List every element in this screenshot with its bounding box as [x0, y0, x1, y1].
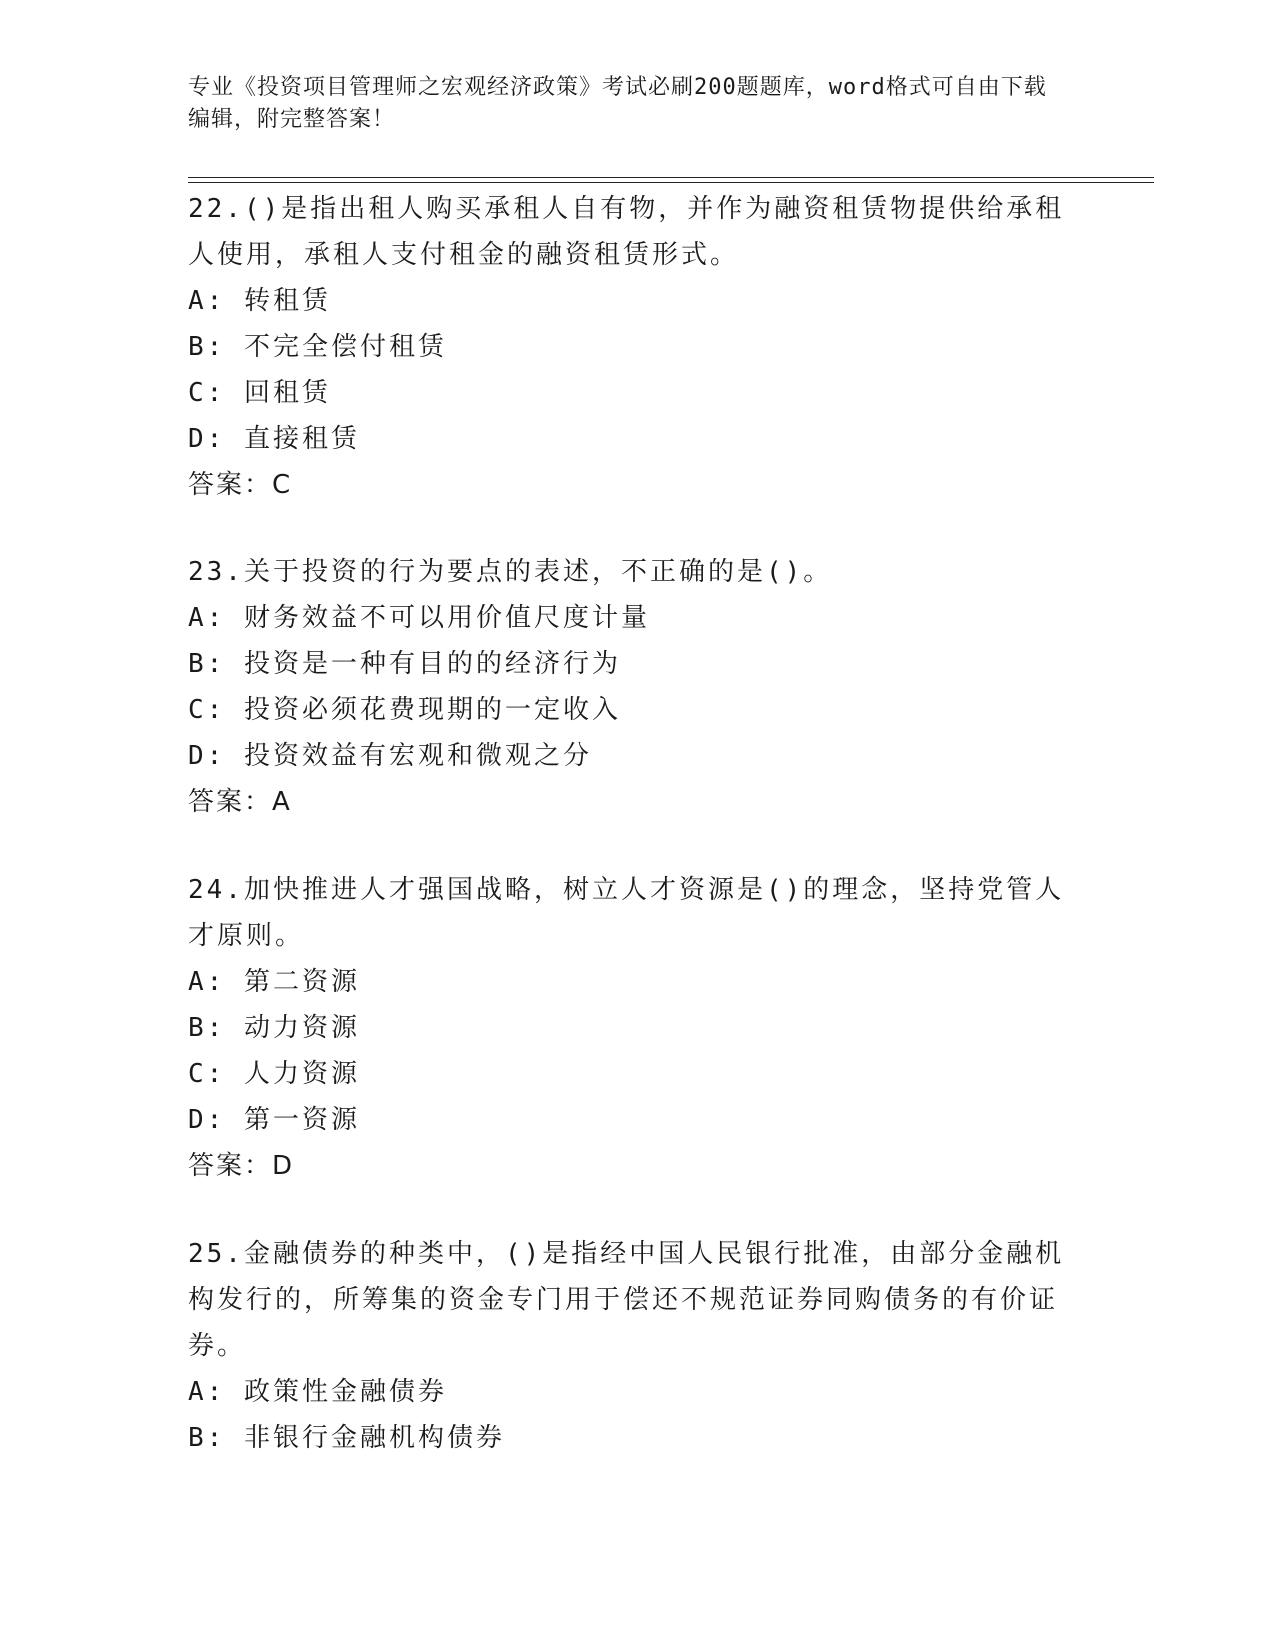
option-b: B: 非银行金融机构债券	[188, 1423, 505, 1453]
question-25	[188, 1231, 1088, 1461]
answer-line: 答案：C	[188, 470, 293, 500]
question-stem: 22.()是指出租人购买承租人自有物，并作为融资租赁物提供给承租人使用，承租人支付租金的融资租赁形式。	[188, 194, 1065, 270]
option-c: C: 人力资源	[188, 1059, 360, 1089]
question-22	[188, 186, 1088, 508]
header-divider-bottom	[188, 182, 1154, 183]
question-23	[188, 549, 1088, 825]
option-c: C: 回租赁	[188, 378, 331, 408]
question-stem: 25.金融债券的种类中，()是指经中国人民银行批准，由部分金融机构发行的，所筹集的资金专门用于偿还不规范证券同购债务的有价证券。	[188, 1239, 1065, 1361]
option-b: B: 动力资源	[188, 1013, 360, 1043]
header-title: 专业《投资项目管理师之宏观经济政策》考试必刷200题题库，word格式可自由下载编辑，附完整答案！	[188, 75, 1047, 132]
question-stem: 23.关于投资的行为要点的表述，不正确的是()。	[188, 557, 833, 587]
answer-line: 答案：A	[188, 787, 292, 817]
option-d: D: 投资效益有宏观和微观之分	[188, 741, 592, 771]
option-b: B: 投资是一种有目的的经济行为	[188, 649, 621, 679]
option-a: A: 政策性金融债券	[188, 1377, 447, 1407]
answer-line: 答案：D	[188, 1151, 295, 1181]
option-c: C: 投资必须花费现期的一定收入	[188, 695, 621, 725]
document-header	[188, 72, 1068, 136]
question-stem: 24.加快推进人才强国战略，树立人才资源是()的理念，坚持党管人才原则。	[188, 875, 1065, 951]
option-a: A: 转租赁	[188, 286, 331, 316]
option-a: A: 财务效益不可以用价值尺度计量	[188, 603, 650, 633]
option-b: B: 不完全偿付租赁	[188, 332, 447, 362]
header-divider-top	[188, 177, 1154, 178]
option-d: D: 直接租赁	[188, 424, 360, 454]
option-d: D: 第一资源	[188, 1105, 360, 1135]
question-24	[188, 867, 1088, 1189]
option-a: A: 第二资源	[188, 967, 360, 997]
